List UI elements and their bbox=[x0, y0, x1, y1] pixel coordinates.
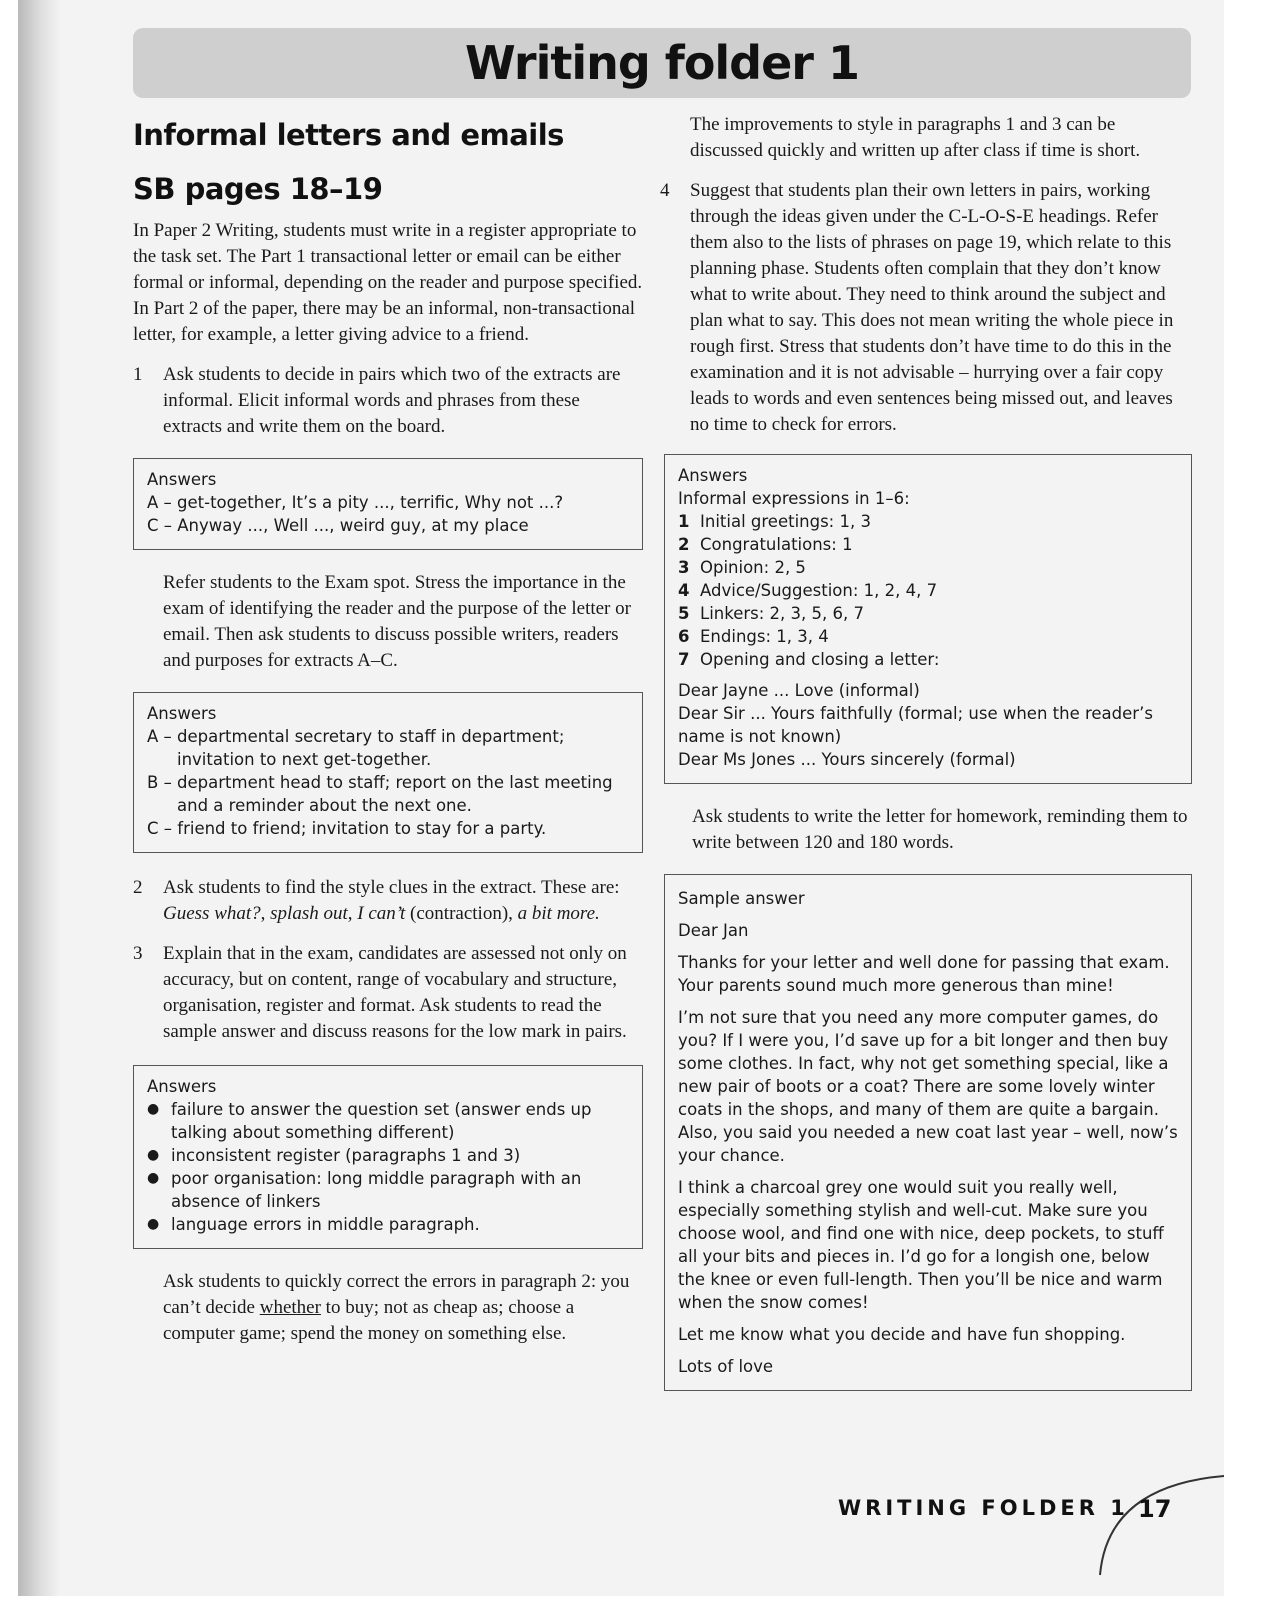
answers-box-1 bbox=[133, 458, 643, 550]
left-column bbox=[133, 112, 643, 1347]
letter-paragraph: I think a charcoal grey one would suit you really well, especially something stylish and well-cut. Make sure you choose wool, and find one with nice, deep pockets, to stuff all your bits and pieces in. I’d go for a longish one, below the knee or even full-length. Then you’ll be nice and warm when the snow comes! bbox=[678, 1178, 1164, 1312]
answer-line: C – Anyway ..., Well ..., weird guy, at my place bbox=[147, 516, 529, 535]
answers-label: Answers bbox=[147, 470, 217, 489]
closing-line: Dear Jayne ... Love (informal) bbox=[678, 681, 920, 700]
list-number: 4 bbox=[678, 581, 690, 600]
list-text: Linkers: 2, 3, 5, 6, 7 bbox=[700, 604, 864, 623]
list-number: 1 bbox=[678, 512, 690, 531]
style-clue: splash out bbox=[270, 903, 348, 924]
answers-bullet-list bbox=[147, 1098, 629, 1236]
instruction-item-4 bbox=[660, 178, 1192, 438]
answers-label: Answers bbox=[147, 704, 217, 723]
intro-paragraph: In Paper 2 Writing, students must write in a register appropriate to the task set. The Part 1 transactional letter or email can be either formal or informal, depending on the reader and purpose specified. In Part 2 of the paper, there may be an informal, non-transactional letter, for example, a letter giving advice to a friend. bbox=[133, 220, 643, 345]
answers-box-2 bbox=[133, 692, 643, 853]
instruction-item-1 bbox=[133, 362, 643, 440]
list-item bbox=[678, 602, 1178, 625]
right-column bbox=[660, 112, 1192, 1391]
list-text: Advice/Suggestion: 1, 2, 4, 7 bbox=[700, 581, 938, 600]
list-item bbox=[678, 648, 1178, 671]
item-text: Suggest that students plan their own letters in pairs, working through the ideas given under the C-L-O-S-E headings. Refer them also to the lists of phrases on page 19, which relate to this planning phase. Students often complain that they don’t know what to write about. They need to think around the subject and plan what to say. This does not mean writing the whole piece in rough first. Stress that students don’t have time to do this in the examination and it is not advisable – hurrying over a fair copy leads to words and even sentences being missed out, and leaves no time to check for errors. bbox=[690, 180, 1174, 435]
list-item: ● language errors in middle paragraph. bbox=[147, 1213, 629, 1236]
answers-label: Answers bbox=[678, 466, 748, 485]
list-item: ● inconsistent register (paragraphs 1 and 3) bbox=[147, 1144, 629, 1167]
list-number: 5 bbox=[678, 604, 690, 623]
item-number: 4 bbox=[660, 180, 670, 201]
list-text: Endings: 1, 3, 4 bbox=[700, 627, 829, 646]
list-number: 6 bbox=[678, 627, 690, 646]
item-text: , bbox=[347, 903, 358, 924]
answer-line: B – department head to staff; report on the last meeting bbox=[147, 773, 613, 792]
sample-answer-label: Sample answer bbox=[678, 889, 805, 908]
item-text: Ask students to decide in pairs which two of the extracts are informal. Elicit informal words and phrases from these extracts and write them on the board. bbox=[163, 364, 621, 437]
correction-paragraph bbox=[133, 1269, 643, 1347]
style-clue: a bit more. bbox=[517, 903, 600, 924]
answers-label: Answers bbox=[147, 1077, 217, 1096]
closing-line: Dear Ms Jones ... Yours sincerely (formal) bbox=[678, 750, 1016, 769]
list-item bbox=[678, 510, 1178, 533]
section-heading: Informal letters and emails bbox=[133, 118, 564, 152]
binding-shadow bbox=[18, 0, 60, 1596]
letter-greeting: Dear Jan bbox=[678, 921, 749, 940]
answer-line: invitation to next get-together. bbox=[177, 750, 432, 769]
answer-line: A – get-together, It’s a pity ..., terrific, Why not ...? bbox=[147, 493, 564, 512]
style-clue: I can’t bbox=[357, 903, 406, 924]
answers-box-4 bbox=[664, 454, 1192, 784]
list-item bbox=[678, 556, 1178, 579]
exam-spot-paragraph: Refer students to the Exam spot. Stress the importance in the exam of identifying the reader and the purpose of the letter or email. Then ask students to discuss possible writers, readers and purposes for extracts A–C. bbox=[163, 572, 631, 671]
list-item bbox=[678, 579, 1178, 602]
list-number: 2 bbox=[678, 535, 690, 554]
underlined-word: whether bbox=[259, 1297, 321, 1318]
list-number: 3 bbox=[678, 558, 690, 577]
page-number: 17 bbox=[1138, 1495, 1172, 1523]
instruction-item-2 bbox=[133, 875, 643, 927]
item-number: 3 bbox=[133, 943, 143, 964]
item-text: (contraction), bbox=[405, 903, 518, 924]
list-text: Opinion: 2, 5 bbox=[700, 558, 806, 577]
page-title: Writing folder 1 bbox=[464, 36, 860, 90]
letter-paragraph: I’m not sure that you need any more computer games, do you? If I were you, I’d save up for a bit longer and then buy some clothes. In fact, why not get something special, like a new pair of boots or a coat? There are some lovely winter coats in the shops, and many of them are quite a bargain. Also, you said you needed a new coat last year – well, now’s your chance. bbox=[678, 1008, 1178, 1165]
answers-box-3 bbox=[133, 1065, 643, 1249]
list-text: Initial greetings: 1, 3 bbox=[700, 512, 871, 531]
answer-line: and a reminder about the next one. bbox=[177, 796, 472, 815]
paragraph-text: Ask students to quickly correct the errors in paragraph 2: you can’t decide bbox=[163, 1271, 630, 1318]
item-text: Ask students to find the style clues in the extract. These are: bbox=[163, 877, 620, 898]
answers-intro: Informal expressions in 1–6: bbox=[678, 489, 910, 508]
list-text: Opening and closing a letter: bbox=[700, 650, 940, 669]
style-clue: Guess what? bbox=[163, 903, 261, 924]
item-number: 2 bbox=[133, 877, 143, 898]
list-number: 7 bbox=[678, 650, 690, 669]
item-text: Explain that in the exam, candidates are assessed not only on accuracy, but on content, range of vocabulary and structure, organisation, register and format. Ask students to read the sample answer and discuss reasons for the low mark in pairs. bbox=[163, 943, 627, 1042]
list-item: ● poor organisation: long middle paragraph with an absence of linkers bbox=[147, 1167, 629, 1213]
page-corner-curve bbox=[1090, 1470, 1224, 1580]
closing-line: Dear Sir ... Yours faithfully (formal; use when the reader’s name is not known) bbox=[678, 704, 1153, 746]
sb-pages-heading: SB pages 18–19 bbox=[133, 172, 383, 206]
item-text: , bbox=[260, 903, 271, 924]
instruction-item-3 bbox=[133, 941, 643, 1045]
running-footer: WRITING FOLDER 1 bbox=[838, 1496, 1129, 1520]
list-item bbox=[678, 625, 1178, 648]
list-item: ● failure to answer the question set (answer ends up talking about something different) bbox=[147, 1098, 629, 1144]
style-paragraph: The improvements to style in paragraphs 1 and 3 can be discussed quickly and written up after class if time is short. bbox=[690, 114, 1141, 161]
homework-paragraph: Ask students to write the letter for homework, reminding them to write between 120 and 180 words. bbox=[692, 806, 1188, 853]
letter-signoff: Lots of love bbox=[678, 1357, 774, 1376]
list-text: Congratulations: 1 bbox=[700, 535, 853, 554]
title-banner bbox=[133, 28, 1191, 98]
paragraph-text: to buy; not as cheap as; choose a computer game; spend the money on something else. bbox=[163, 1297, 575, 1344]
letter-paragraph: Let me know what you decide and have fun shopping. bbox=[678, 1325, 1126, 1344]
answer-line: C – friend to friend; invitation to stay for a party. bbox=[147, 819, 547, 838]
sample-answer-box bbox=[664, 874, 1192, 1391]
answer-line: A – departmental secretary to staff in department; bbox=[147, 727, 565, 746]
letter-paragraph: Thanks for your letter and well done for passing that exam. Your parents sound much more generous than mine! bbox=[678, 953, 1170, 995]
item-number: 1 bbox=[133, 364, 143, 385]
list-item bbox=[678, 533, 1178, 556]
